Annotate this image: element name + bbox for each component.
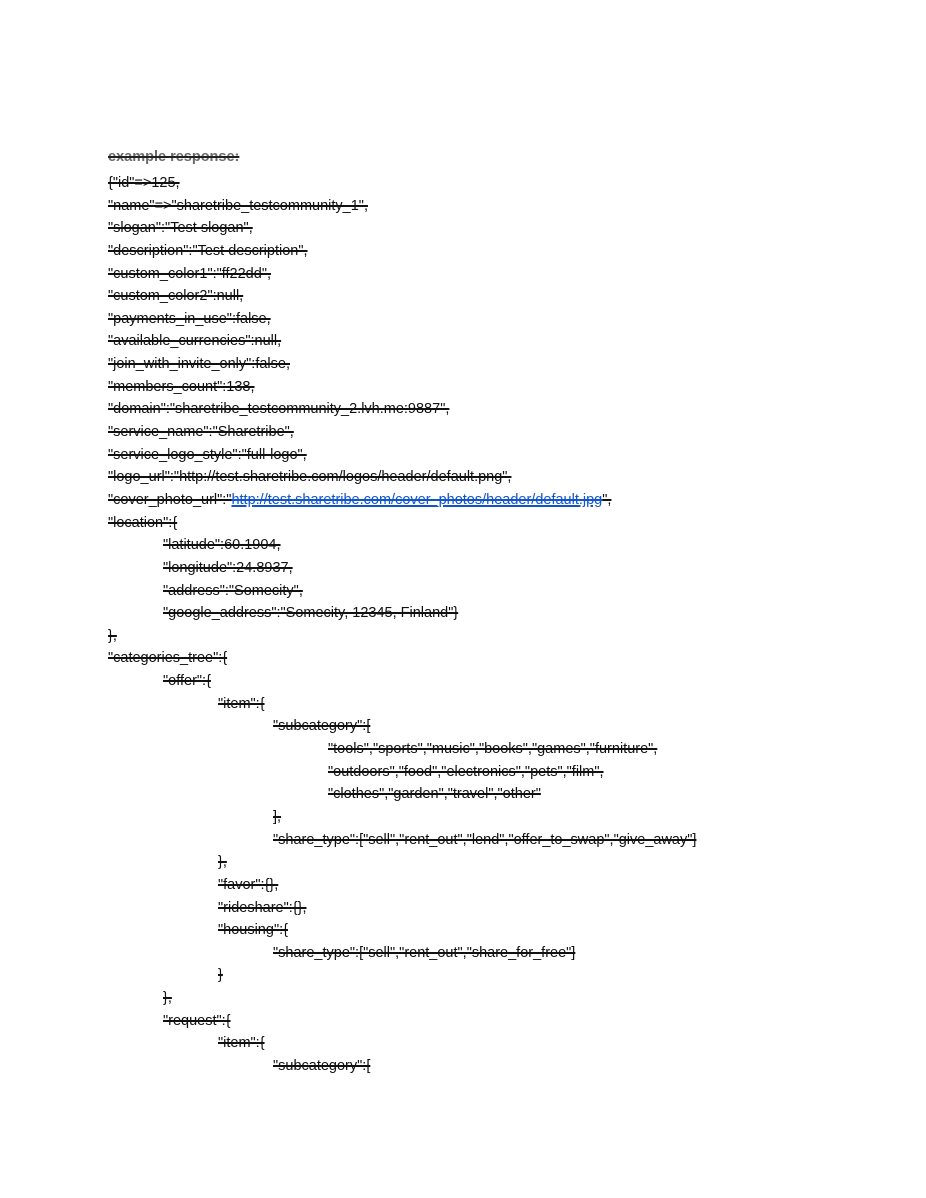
code-line xyxy=(108,647,908,670)
code-text: "custom_color2":null, xyxy=(108,288,244,305)
code-text: "name"=>"sharetribe_testcommunity_1", xyxy=(108,197,368,214)
code-line xyxy=(108,263,908,286)
code-line xyxy=(108,466,908,489)
code-text: ", xyxy=(602,491,612,508)
code-line xyxy=(108,625,908,648)
code-line xyxy=(108,489,908,512)
code-line xyxy=(108,240,908,263)
code-text: "share_type":["sell","rent_out","share_for_free"] xyxy=(273,944,576,961)
code-text: "latitude":60.1904, xyxy=(163,537,281,554)
code-line xyxy=(108,964,908,987)
code-text: "logo_url":"http://test.sharetribe.com/logos/header/default.png", xyxy=(108,469,512,486)
code-line xyxy=(108,285,908,308)
code-text: "cover_photo_url":" xyxy=(108,491,232,508)
code-text: "rideshare":{}, xyxy=(218,899,307,916)
code-text: "slogan":"Test slogan", xyxy=(108,220,253,237)
code-text: "offer":{ xyxy=(163,673,211,690)
code-text: "join_with_invite_only":false, xyxy=(108,356,290,373)
code-line xyxy=(108,421,908,444)
code-line xyxy=(108,670,908,693)
code-text: }, xyxy=(163,990,172,1007)
code-line xyxy=(108,738,908,761)
code-text: "service_logo_style":"full-logo", xyxy=(108,446,307,463)
code-text: "location":{ xyxy=(108,514,178,531)
code-text: {"id"=>125, xyxy=(108,175,180,191)
code-line xyxy=(108,353,908,376)
code-text: ], xyxy=(273,808,282,825)
code-text: "item":{ xyxy=(218,1035,265,1052)
code-line xyxy=(108,376,908,399)
code-text: "tools","sports","music","books","games","furniture", xyxy=(328,741,658,758)
code-line xyxy=(108,308,908,331)
code-line xyxy=(108,217,908,240)
code-text: "subcategory":[ xyxy=(273,718,371,735)
code-line xyxy=(108,534,908,557)
code-text: "favor":{}, xyxy=(218,876,279,893)
code-line xyxy=(108,512,908,535)
code-line xyxy=(108,761,908,784)
cover-photo-link[interactable]: http://test.sharetribe.com/cover_photos/header/default.jpg xyxy=(231,491,603,508)
code-text: "outdoors","food","electronics","pets","film", xyxy=(328,763,604,780)
code-line xyxy=(108,829,908,852)
code-text: "members_count":138, xyxy=(108,378,255,395)
code-text: "description":"Test description", xyxy=(108,242,308,259)
code-text: "request":{ xyxy=(163,1012,231,1029)
code-line xyxy=(108,874,908,897)
code-line xyxy=(108,602,908,625)
code-line xyxy=(108,693,908,716)
code-line xyxy=(108,557,908,580)
code-line xyxy=(108,195,908,218)
code-line xyxy=(108,172,908,195)
code-line xyxy=(108,1032,908,1055)
code-line xyxy=(108,580,908,603)
code-text: "item":{ xyxy=(218,695,265,712)
code-line xyxy=(108,942,908,965)
example-response-heading: example response: xyxy=(108,149,240,165)
code-text: "categories_tree":{ xyxy=(108,650,228,667)
code-line xyxy=(108,919,908,942)
code-line xyxy=(108,715,908,738)
code-text: "subcategory":[ xyxy=(273,1057,371,1074)
code-line xyxy=(108,851,908,874)
code-text: }, xyxy=(218,854,227,871)
code-line xyxy=(108,444,908,467)
code-text: "domain":"sharetribe_testcommunity_2.lvh.me:9887", xyxy=(108,401,450,418)
code-text: "clothes","garden","travel","other" xyxy=(328,786,541,803)
code-line xyxy=(108,1010,908,1033)
code-text: "custom_color1":"ff22dd", xyxy=(108,265,271,282)
code-line xyxy=(108,783,908,806)
code-line xyxy=(108,1055,908,1078)
code-text: "housing":{ xyxy=(218,922,288,939)
code-text: "available_currencies":null, xyxy=(108,333,282,350)
code-text: "share_type":["sell","rent_out","lend","offer_to_swap","give_away"] xyxy=(273,831,697,848)
code-line xyxy=(108,806,908,829)
code-text: } xyxy=(218,967,223,984)
code-text: }, xyxy=(108,627,117,644)
code-text: "google_address":"Somecity, 12345, Finland"} xyxy=(163,605,459,622)
code-line xyxy=(108,398,908,421)
code-line xyxy=(108,897,908,920)
code-line xyxy=(108,987,908,1010)
code-line xyxy=(108,330,908,353)
code-text: "payments_in_use":false, xyxy=(108,310,271,327)
code-text: "address":"Somecity", xyxy=(163,582,303,599)
code-text: "longitude":24.8937, xyxy=(163,559,293,576)
code-block xyxy=(108,172,908,1078)
code-text: "service_name":"Sharetribe", xyxy=(108,424,294,441)
